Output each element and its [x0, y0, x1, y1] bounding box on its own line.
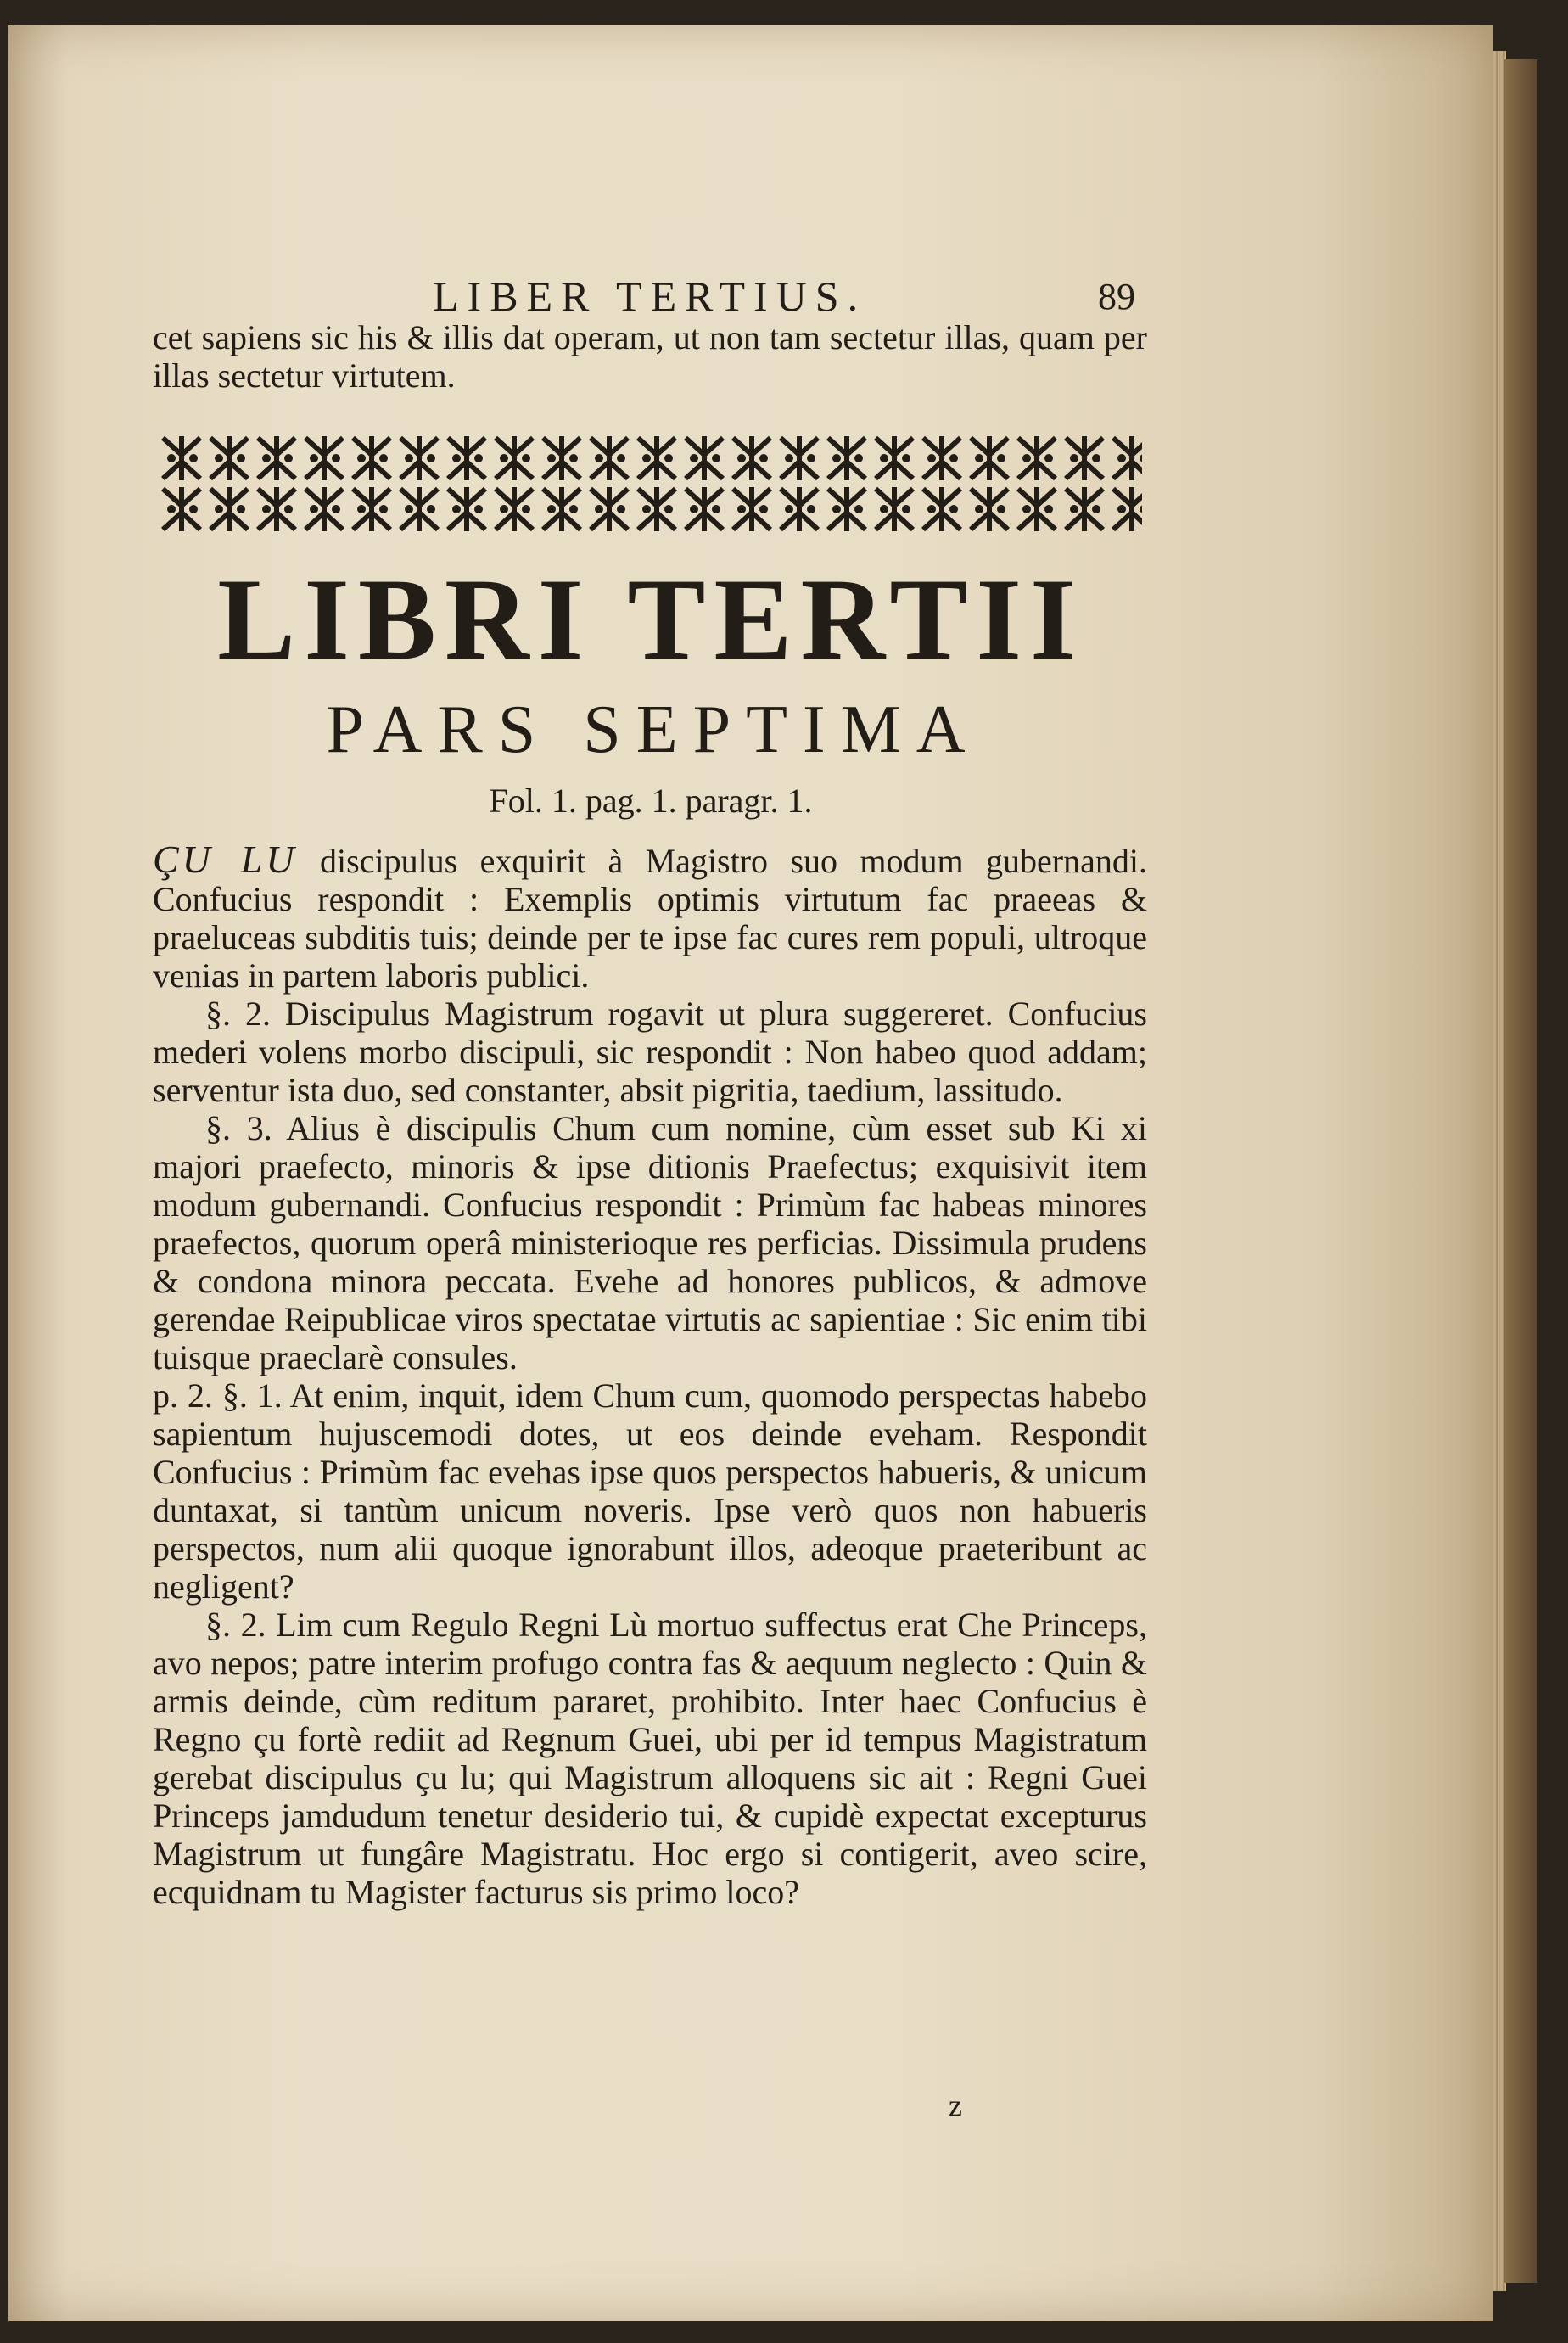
part-subtitle: PARS SEPTIMA	[326, 692, 981, 767]
paragraph-4: p. 2. §. 1. At enim, inquit, idem Chum cum, quomodo perspectas habebo sapientum hujuscemodi dotes, ut eos deinde eveham. Respondit Confucius : Primùm fac evehas ipse quos perspectos habueris, & unicum duntaxat, si tantùm unicum noveris. Ipse verò quos non habueris perspectos, num alii quoque ignorabunt illos, adeoque praeteribunt ac negligent?	[153, 1376, 1147, 1606]
paragraph-5: §. 2. Lim cum Regulo Regni Lù mortuo suffectus erat Che Princeps, avo nepos; patre interim profugo contra fas & aequum neglecto : Quin & armis deinde, cùm reditum pararet, prohibito. Inter haec Confucius è Regno çu fortè rediit ad Regnum Guei, ubi per id tempus Magistratum gerebat discipulus çu lu; qui Magistrum alloquens sic ait : Regni Guei Princeps jamdudum tenetur desiderio tui, & cupidè expectat excepturus Magistrum ut fungâre Magistratu. Hoc ergo si contigerit, aveo scire, ecquidnam tu Magister facturus sis primo loco?	[153, 1606, 1147, 1911]
carryover-text	[153, 318, 1147, 395]
signature-mark: z	[949, 2088, 962, 2122]
initial-name: ÇU LU	[153, 838, 298, 881]
book-page	[8, 25, 1493, 2321]
paragraph-3: §. 3. Alius è discipulis Chum cum nomine, cùm esset sub Ki xi majori praefecto, minoris & ipse ditionis Praefectus; exquisivit item modum gubernandi. Confucius respondit : Primùm fac habeas minores praefectos, quorum operâ ministerioque res perficias. Dissimula prudens & condona minora peccata. Evehe ad honores publicos, & admove gerendae Reipublicae viros spectatae virtutis ac sapientiae : Sic enim tibi tuisque praeclarè consules.	[153, 1109, 1147, 1376]
folio-reference: Fol. 1. pag. 1. paragr. 1.	[489, 782, 813, 820]
ornamental-band-icon	[160, 433, 1142, 535]
body-text	[153, 840, 1147, 1911]
paragraph-1	[153, 840, 1147, 995]
part-title: LIBRI TERTII	[217, 554, 1084, 684]
page-number: 89	[1098, 276, 1135, 317]
paragraph-2: §. 2. Discipulus Magistrum rogavit ut plura suggereret. Confucius mederi volens morbo discipuli, sic respondit : Non habeo quod addam; serventur ista duo, sed constanter, absit pigritia, taedium, lassitudo.	[153, 995, 1147, 1109]
book-cover-edge	[1504, 59, 1537, 2283]
paragraph-1-text: discipulus exquirit à Magistro suo modum gubernandi. Confucius respondit : Exemplis optimis virtutum fac praeeas & praeluceas subditis tuis; deinde per te ipse fac cures rem populi, ultroque venias in partem laboris publici.	[153, 842, 1147, 995]
running-title: LIBER TERTIUS.	[433, 272, 867, 320]
carryover-paragraph: cet sapiens sic his & illis dat operam, ut non tam sectetur illas, quam per illas sectetur virtutem.	[153, 318, 1147, 395]
running-header	[8, 272, 1568, 322]
